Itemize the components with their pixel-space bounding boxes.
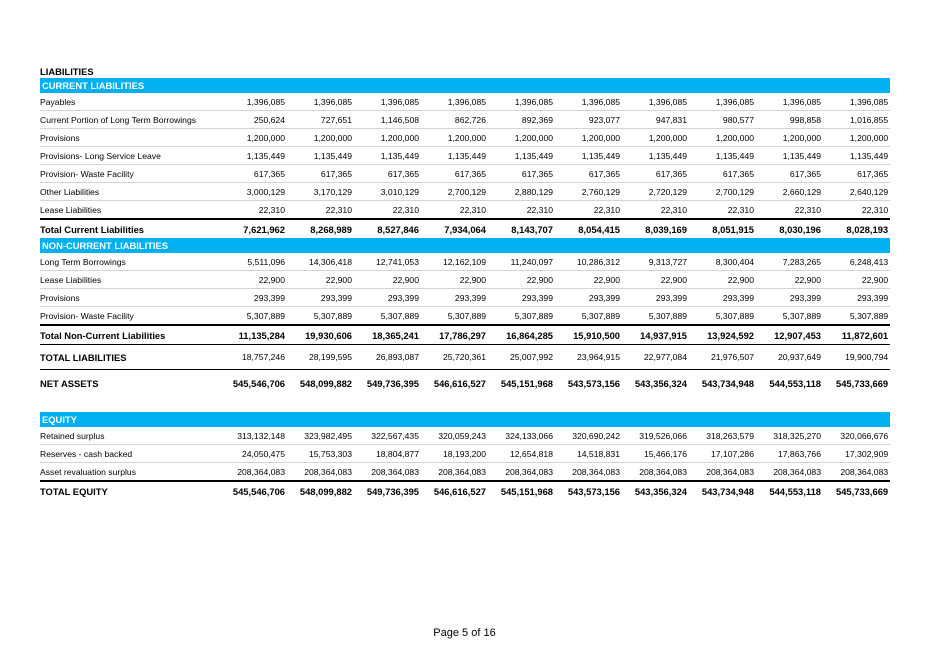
cell-value: 322,567,435 xyxy=(354,427,421,445)
cell-value: 8,028,193 xyxy=(823,219,890,238)
financial-sheet xyxy=(40,64,890,500)
cell-value: 22,900 xyxy=(756,271,823,289)
cell-value: 549,736,395 xyxy=(354,370,421,397)
cell-value: 1,135,449 xyxy=(555,147,622,165)
cell-value: 1,396,085 xyxy=(823,93,890,111)
cell-value: 1,396,085 xyxy=(555,93,622,111)
table-row xyxy=(40,307,890,326)
cell-value: 8,030,196 xyxy=(756,219,823,238)
cell-value: 1,200,000 xyxy=(555,129,622,147)
cell-value: 1,200,000 xyxy=(421,129,488,147)
cell-value: 1,135,449 xyxy=(287,147,354,165)
cell-value: 9,313,727 xyxy=(622,253,689,271)
cell-value: 22,310 xyxy=(421,201,488,220)
cell-value: 947,831 xyxy=(622,111,689,129)
table-row xyxy=(40,289,890,307)
row-label: Provision- Waste Facility xyxy=(40,307,220,326)
cell-value: 1,016,855 xyxy=(823,111,890,129)
cell-value: 20,937,649 xyxy=(756,345,823,370)
row-label: Provisions xyxy=(40,129,220,147)
cell-value: 5,307,889 xyxy=(555,307,622,326)
page-footer: Page 5 of 16 xyxy=(433,627,496,639)
table-row xyxy=(40,201,890,220)
total-non-current-liabilities-row xyxy=(40,325,890,345)
cell-value: 1,396,085 xyxy=(354,93,421,111)
cell-value: 2,880,129 xyxy=(488,183,555,201)
cell-value: 324,133,066 xyxy=(488,427,555,445)
cell-value: 1,200,000 xyxy=(756,129,823,147)
cell-value: 293,399 xyxy=(622,289,689,307)
cell-value: 1,135,449 xyxy=(689,147,756,165)
cell-value: 22,310 xyxy=(689,201,756,220)
cell-value: 3,000,129 xyxy=(220,183,287,201)
cell-value: 17,302,909 xyxy=(823,445,890,463)
cell-value: 617,365 xyxy=(689,165,756,183)
cell-value: 548,099,882 xyxy=(287,370,354,397)
cell-value: 545,733,669 xyxy=(823,370,890,397)
cell-value: 320,066,676 xyxy=(823,427,890,445)
cell-value: 22,310 xyxy=(488,201,555,220)
equity-header xyxy=(40,412,890,427)
cell-value: 12,162,109 xyxy=(421,253,488,271)
cell-value: 12,907,453 xyxy=(756,325,823,345)
cell-value: 8,054,415 xyxy=(555,219,622,238)
spacer-row xyxy=(40,396,890,412)
cell-value: 313,132,148 xyxy=(220,427,287,445)
row-label: Provisions- Long Service Leave xyxy=(40,147,220,165)
cell-value: 293,399 xyxy=(555,289,622,307)
cell-value: 5,307,889 xyxy=(622,307,689,326)
cell-value: 546,616,527 xyxy=(421,370,488,397)
cell-value: 11,872,601 xyxy=(823,325,890,345)
cell-value: 293,399 xyxy=(756,289,823,307)
cell-value: 544,553,118 xyxy=(756,370,823,397)
cell-value: 22,977,084 xyxy=(622,345,689,370)
cell-value: 5,307,889 xyxy=(823,307,890,326)
cell-value: 293,399 xyxy=(689,289,756,307)
section-header-label: NON-CURRENT LIABILITIES xyxy=(40,238,890,253)
cell-value: 3,010,129 xyxy=(354,183,421,201)
cell-value: 5,307,889 xyxy=(488,307,555,326)
cell-value: 1,135,449 xyxy=(421,147,488,165)
cell-value: 1,135,449 xyxy=(823,147,890,165)
cell-value: 549,736,395 xyxy=(354,481,421,500)
table-row xyxy=(40,147,890,165)
cell-value: 15,466,176 xyxy=(622,445,689,463)
cell-value: 1,200,000 xyxy=(488,129,555,147)
row-label: Lease Liabilities xyxy=(40,201,220,220)
cell-value: 250,624 xyxy=(220,111,287,129)
cell-value: 617,365 xyxy=(555,165,622,183)
cell-value: 208,364,083 xyxy=(823,463,890,482)
cell-value: 320,690,242 xyxy=(555,427,622,445)
cell-value: 2,760,129 xyxy=(555,183,622,201)
cell-value: 7,621,962 xyxy=(220,219,287,238)
cell-value: 862,726 xyxy=(421,111,488,129)
cell-value: 18,365,241 xyxy=(354,325,421,345)
cell-value: 1,200,000 xyxy=(689,129,756,147)
cell-value: 1,396,085 xyxy=(622,93,689,111)
row-label: Reserves - cash backed xyxy=(40,445,220,463)
cell-value: 8,039,169 xyxy=(622,219,689,238)
table-row xyxy=(40,129,890,147)
table-row xyxy=(40,445,890,463)
cell-value: 545,546,706 xyxy=(220,481,287,500)
table-row xyxy=(40,111,890,129)
table-row xyxy=(40,271,890,289)
cell-value: 2,640,129 xyxy=(823,183,890,201)
liabilities-title: LIABILITIES xyxy=(40,65,94,77)
net-assets-row xyxy=(40,370,890,397)
row-label: Current Portion of Long Term Borrowings xyxy=(40,111,220,129)
cell-value: 12,741,053 xyxy=(354,253,421,271)
row-label: Long Term Borrowings xyxy=(40,253,220,271)
cell-value: 5,307,889 xyxy=(220,307,287,326)
section-header-label: EQUITY xyxy=(40,412,890,427)
cell-value: 22,900 xyxy=(421,271,488,289)
cell-value: 8,268,989 xyxy=(287,219,354,238)
cell-value: 617,365 xyxy=(622,165,689,183)
cell-value: 892,369 xyxy=(488,111,555,129)
table-body xyxy=(40,64,890,500)
cell-value: 1,396,085 xyxy=(488,93,555,111)
cell-value: 1,135,449 xyxy=(622,147,689,165)
cell-value: 318,263,579 xyxy=(689,427,756,445)
cell-value: 208,364,083 xyxy=(555,463,622,482)
cell-value: 545,546,706 xyxy=(220,370,287,397)
cell-value: 546,616,527 xyxy=(421,481,488,500)
cell-value: 2,700,129 xyxy=(689,183,756,201)
cell-value: 25,007,992 xyxy=(488,345,555,370)
cell-value: 5,307,889 xyxy=(756,307,823,326)
cell-value: 208,364,083 xyxy=(220,463,287,482)
cell-value: 1,135,449 xyxy=(220,147,287,165)
cell-value: 208,364,083 xyxy=(287,463,354,482)
cell-value: 1,146,508 xyxy=(354,111,421,129)
cell-value: 22,310 xyxy=(220,201,287,220)
cell-value: 543,734,948 xyxy=(689,370,756,397)
row-label: NET ASSETS xyxy=(40,370,220,397)
cell-value: 1,396,085 xyxy=(287,93,354,111)
table-row xyxy=(40,183,890,201)
cell-value: 14,937,915 xyxy=(622,325,689,345)
cell-value: 22,900 xyxy=(287,271,354,289)
cell-value: 19,930,606 xyxy=(287,325,354,345)
cell-value: 12,654,818 xyxy=(488,445,555,463)
cell-value: 293,399 xyxy=(488,289,555,307)
cell-value: 319,526,066 xyxy=(622,427,689,445)
cell-value: 1,200,000 xyxy=(220,129,287,147)
row-label: Asset revaluation surplus xyxy=(40,463,220,482)
liabilities-title-row xyxy=(40,64,890,78)
cell-value: 14,306,418 xyxy=(287,253,354,271)
table-row xyxy=(40,253,890,271)
cell-value: 1,200,000 xyxy=(823,129,890,147)
cell-value: 208,364,083 xyxy=(689,463,756,482)
cell-value: 617,365 xyxy=(421,165,488,183)
cell-value: 19,900,794 xyxy=(823,345,890,370)
row-label: Lease Liabilities xyxy=(40,271,220,289)
cell-value: 617,365 xyxy=(756,165,823,183)
cell-value: 22,900 xyxy=(555,271,622,289)
cell-value: 28,199,595 xyxy=(287,345,354,370)
cell-value: 15,753,303 xyxy=(287,445,354,463)
cell-value: 5,307,889 xyxy=(689,307,756,326)
cell-value: 25,720,361 xyxy=(421,345,488,370)
row-label: Total Current Liabilities xyxy=(40,219,220,238)
table-row xyxy=(40,427,890,445)
cell-value: 617,365 xyxy=(823,165,890,183)
cell-value: 8,527,846 xyxy=(354,219,421,238)
cell-value: 1,396,085 xyxy=(220,93,287,111)
cell-value: 1,200,000 xyxy=(287,129,354,147)
cell-value: 5,307,889 xyxy=(421,307,488,326)
cell-value: 545,733,669 xyxy=(823,481,890,500)
cell-value: 5,307,889 xyxy=(287,307,354,326)
cell-value: 617,365 xyxy=(488,165,555,183)
cell-value: 2,720,129 xyxy=(622,183,689,201)
cell-value: 8,300,404 xyxy=(689,253,756,271)
cell-value: 23,964,915 xyxy=(555,345,622,370)
cell-value: 1,396,085 xyxy=(689,93,756,111)
cell-value: 5,511,096 xyxy=(220,253,287,271)
row-label: Other Liabilities xyxy=(40,183,220,201)
cell-value: 208,364,083 xyxy=(756,463,823,482)
cell-value: 16,864,285 xyxy=(488,325,555,345)
cell-value: 293,399 xyxy=(354,289,421,307)
cell-value: 208,364,083 xyxy=(421,463,488,482)
cell-value: 7,934,064 xyxy=(421,219,488,238)
cell-value: 22,310 xyxy=(622,201,689,220)
row-label: Total Non-Current Liabilities xyxy=(40,325,220,345)
cell-value: 26,893,087 xyxy=(354,345,421,370)
cell-value: 11,135,284 xyxy=(220,325,287,345)
cell-value: 543,573,156 xyxy=(555,370,622,397)
row-label: Payables xyxy=(40,93,220,111)
cell-value: 293,399 xyxy=(823,289,890,307)
cell-value: 8,051,915 xyxy=(689,219,756,238)
total-liabilities-row xyxy=(40,345,890,370)
cell-value: 5,307,889 xyxy=(354,307,421,326)
cell-value: 543,734,948 xyxy=(689,481,756,500)
row-label: Retained surplus xyxy=(40,427,220,445)
cell-value: 10,286,312 xyxy=(555,253,622,271)
cell-value: 11,240,097 xyxy=(488,253,555,271)
cell-value: 22,900 xyxy=(220,271,287,289)
row-label: Provisions xyxy=(40,289,220,307)
cell-value: 208,364,083 xyxy=(622,463,689,482)
total-current-liabilities-row xyxy=(40,219,890,238)
cell-value: 543,356,324 xyxy=(622,481,689,500)
cell-value: 1,200,000 xyxy=(354,129,421,147)
cell-value: 21,976,507 xyxy=(689,345,756,370)
row-label: Provision- Waste Facility xyxy=(40,165,220,183)
cell-value: 293,399 xyxy=(220,289,287,307)
cell-value: 6,248,413 xyxy=(823,253,890,271)
cell-value: 22,900 xyxy=(823,271,890,289)
row-label: TOTAL EQUITY xyxy=(40,481,220,500)
cell-value: 318,325,270 xyxy=(756,427,823,445)
row-label: TOTAL LIABILITIES xyxy=(40,345,220,370)
cell-value: 1,135,449 xyxy=(756,147,823,165)
cell-value: 22,900 xyxy=(488,271,555,289)
cell-value: 543,356,324 xyxy=(622,370,689,397)
cell-value: 22,310 xyxy=(823,201,890,220)
cell-value: 2,700,129 xyxy=(421,183,488,201)
cell-value: 208,364,083 xyxy=(488,463,555,482)
cell-value: 22,310 xyxy=(756,201,823,220)
cell-value: 18,757,246 xyxy=(220,345,287,370)
cell-value: 323,982,495 xyxy=(287,427,354,445)
cell-value: 22,900 xyxy=(354,271,421,289)
cell-value: 617,365 xyxy=(287,165,354,183)
cell-value: 17,107,286 xyxy=(689,445,756,463)
cell-value: 8,143,707 xyxy=(488,219,555,238)
cell-value: 22,900 xyxy=(689,271,756,289)
cell-value: 320,059,243 xyxy=(421,427,488,445)
cell-value: 18,193,200 xyxy=(421,445,488,463)
cell-value: 1,135,449 xyxy=(354,147,421,165)
cell-value: 7,283,265 xyxy=(756,253,823,271)
cell-value: 3,170,129 xyxy=(287,183,354,201)
cell-value: 980,577 xyxy=(689,111,756,129)
cell-value: 1,396,085 xyxy=(756,93,823,111)
table-row xyxy=(40,93,890,111)
cell-value: 1,200,000 xyxy=(622,129,689,147)
cell-value: 543,573,156 xyxy=(555,481,622,500)
cell-value: 998,858 xyxy=(756,111,823,129)
cell-value: 22,310 xyxy=(555,201,622,220)
cell-value: 22,310 xyxy=(354,201,421,220)
cell-value: 293,399 xyxy=(421,289,488,307)
current-liabilities-header xyxy=(40,78,890,93)
cell-value: 14,518,831 xyxy=(555,445,622,463)
cell-value: 1,396,085 xyxy=(421,93,488,111)
cell-value: 17,786,297 xyxy=(421,325,488,345)
cell-value: 15,910,500 xyxy=(555,325,622,345)
cell-value: 22,310 xyxy=(287,201,354,220)
cell-value: 2,660,129 xyxy=(756,183,823,201)
cell-value: 18,804,877 xyxy=(354,445,421,463)
cell-value: 727,651 xyxy=(287,111,354,129)
table-row xyxy=(40,165,890,183)
section-header-label: CURRENT LIABILITIES xyxy=(40,78,890,93)
total-equity-row xyxy=(40,481,890,500)
cell-value: 617,365 xyxy=(220,165,287,183)
cell-value: 544,553,118 xyxy=(756,481,823,500)
cell-value: 923,077 xyxy=(555,111,622,129)
cell-value: 545,151,968 xyxy=(488,481,555,500)
cell-value: 13,924,592 xyxy=(689,325,756,345)
cell-value: 17,863,766 xyxy=(756,445,823,463)
non-current-liabilities-header xyxy=(40,238,890,253)
cell-value: 24,050,475 xyxy=(220,445,287,463)
table-row xyxy=(40,463,890,482)
cell-value: 293,399 xyxy=(287,289,354,307)
cell-value: 208,364,083 xyxy=(354,463,421,482)
cell-value: 548,099,882 xyxy=(287,481,354,500)
liabilities-equity-table xyxy=(40,64,890,500)
cell-value: 617,365 xyxy=(354,165,421,183)
cell-value: 1,135,449 xyxy=(488,147,555,165)
cell-value: 22,900 xyxy=(622,271,689,289)
cell-value: 545,151,968 xyxy=(488,370,555,397)
